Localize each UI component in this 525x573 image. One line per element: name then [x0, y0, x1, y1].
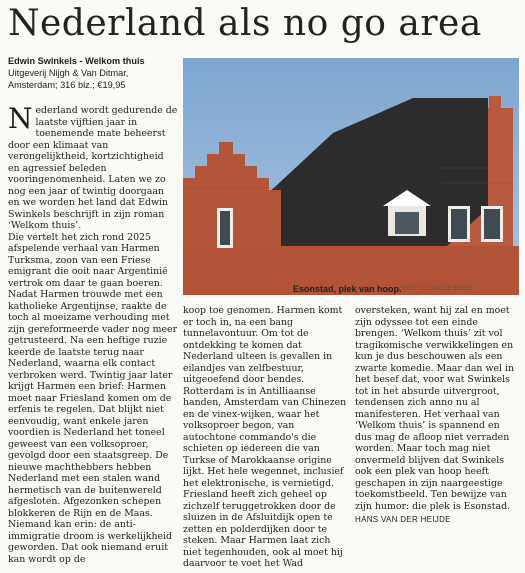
lead-text: ederland wordt gedurende de laatste vijftien jaar in toenemende mate beheerst door een klimaat van verongelijktheid, kortzichtigheid en agressief beleden vooringenomenheid. Laten we zo nog een jaar of twintig doorgaan en we worden het land dat Edwin Swinkels beschrijft in zijn roman ‘Welkom thuis’. [8, 105, 178, 231]
photo-caption-row [183, 284, 519, 298]
house-facades-illustration [183, 58, 519, 295]
article-column-2 [183, 305, 350, 570]
article-column-1 [8, 102, 178, 565]
body-paragraph: koop toe genomen. Harmen komt er toch in, na een bang tunnelavontuur. Om tot de ontdekking te komen dat Nederland ulteen is gevallen in eilandjes van zelfbestuur, uitgeoefend door bendes. Rotterdam is in Antilliaanse handen, Amsterdam van Chinezen en de vinex-wijken, waar het volksoproer begon, van autochtone commando's die schieten op iedereen die van Turkse of Marokkaanse origine lijkt. Het hele wegennet, inclusief het elektronische, is vernietigd. Friesland heeft zich geheel op zichzelf teruggetrokken door de sluizen in de Afsluitdijk open te zetten en polderdijken door te steken. Maar Harmen laat zich niet tegenhouden, ook al moet hij daarvoor te voet het Wad [183, 305, 347, 569]
lead-paragraph [8, 102, 178, 232]
headline: Nederland als no go area [8, 3, 482, 44]
photo-caption: Esonstad, plek van hoop. [293, 284, 402, 294]
author-signature: HANS VAN DER HEIJDE [355, 515, 451, 524]
body-paragraph: Die vertelt het zich rond 2025 afspelende verhaal van Harmen Turksma, zoon van een Friese emigrant die ooit naar Argentinië vertrok om daar te gaan boeren. Nadat Harmen trouwde met een katholieke Argentijnse, raakte de toch al moeizame verhouding met zijn gereformeerde vader nog meer getrusteerd. Na een heftige ruzie keerde de laatste terug naar Nederland, waarna elk contact verbroken werd. Twintig jaar later krijgt Harmen een brief: Harmen moet naar Friesland komen om de erfenis te regelen. Dat blijkt niet eenvoudig, want enkele jaren voordien is Nederland het toneel geweest van een volksoproer, gevolgd door een staatsgreep. De nieuwe machthebbers hebben Nederland met een stalen wand hermetisch van de buitenwereld afgesloten. Afgezonken schepen blokkeren de Rijn en de Maas. Niemand kan erin: de anti-immigratie droom is werkelijkheid geworden. Dat ook niemand eruit kan wordt op de [8, 231, 178, 565]
drop-cap: N [8, 102, 33, 135]
book-info [8, 55, 176, 91]
body-paragraph: oversteken, want hij zal en moet zijn odyssee tot een einde brengen. ‘Welkom thuis’ zit vol tragikomische verwikkelingen en kun je dus beschouwen als een zwarte komedie. Maar dan wel in het besef dat, voor wat Swinkels tot in het absurde uitvergroot, tendensen zich anno nu al manifesteren. Het verhaal van ‘Welkom thuis’ is spannend en dus mag de afloop niet verraden worden. Maar toch mag niet onvermeld blijven dat Swinkels ook een plek van hoop heeft geschapen in zijn naargeestige toekomstbeeld. Ten bewijze van zijn humor: die plek is Esonstad. [355, 305, 515, 512]
dormer-window [395, 212, 419, 234]
book-publisher: Uitgeverij Nijgh & Van Ditmar, Amsterdam; 316 blz.; €19,95 [8, 68, 129, 90]
article-column-3 [355, 305, 519, 526]
book-title-author: Edwin Swinkels - Welkom thuis [8, 56, 145, 66]
article-photo [183, 58, 519, 295]
photo-credit: FOTO LC/JAN DE BOER [399, 286, 473, 292]
